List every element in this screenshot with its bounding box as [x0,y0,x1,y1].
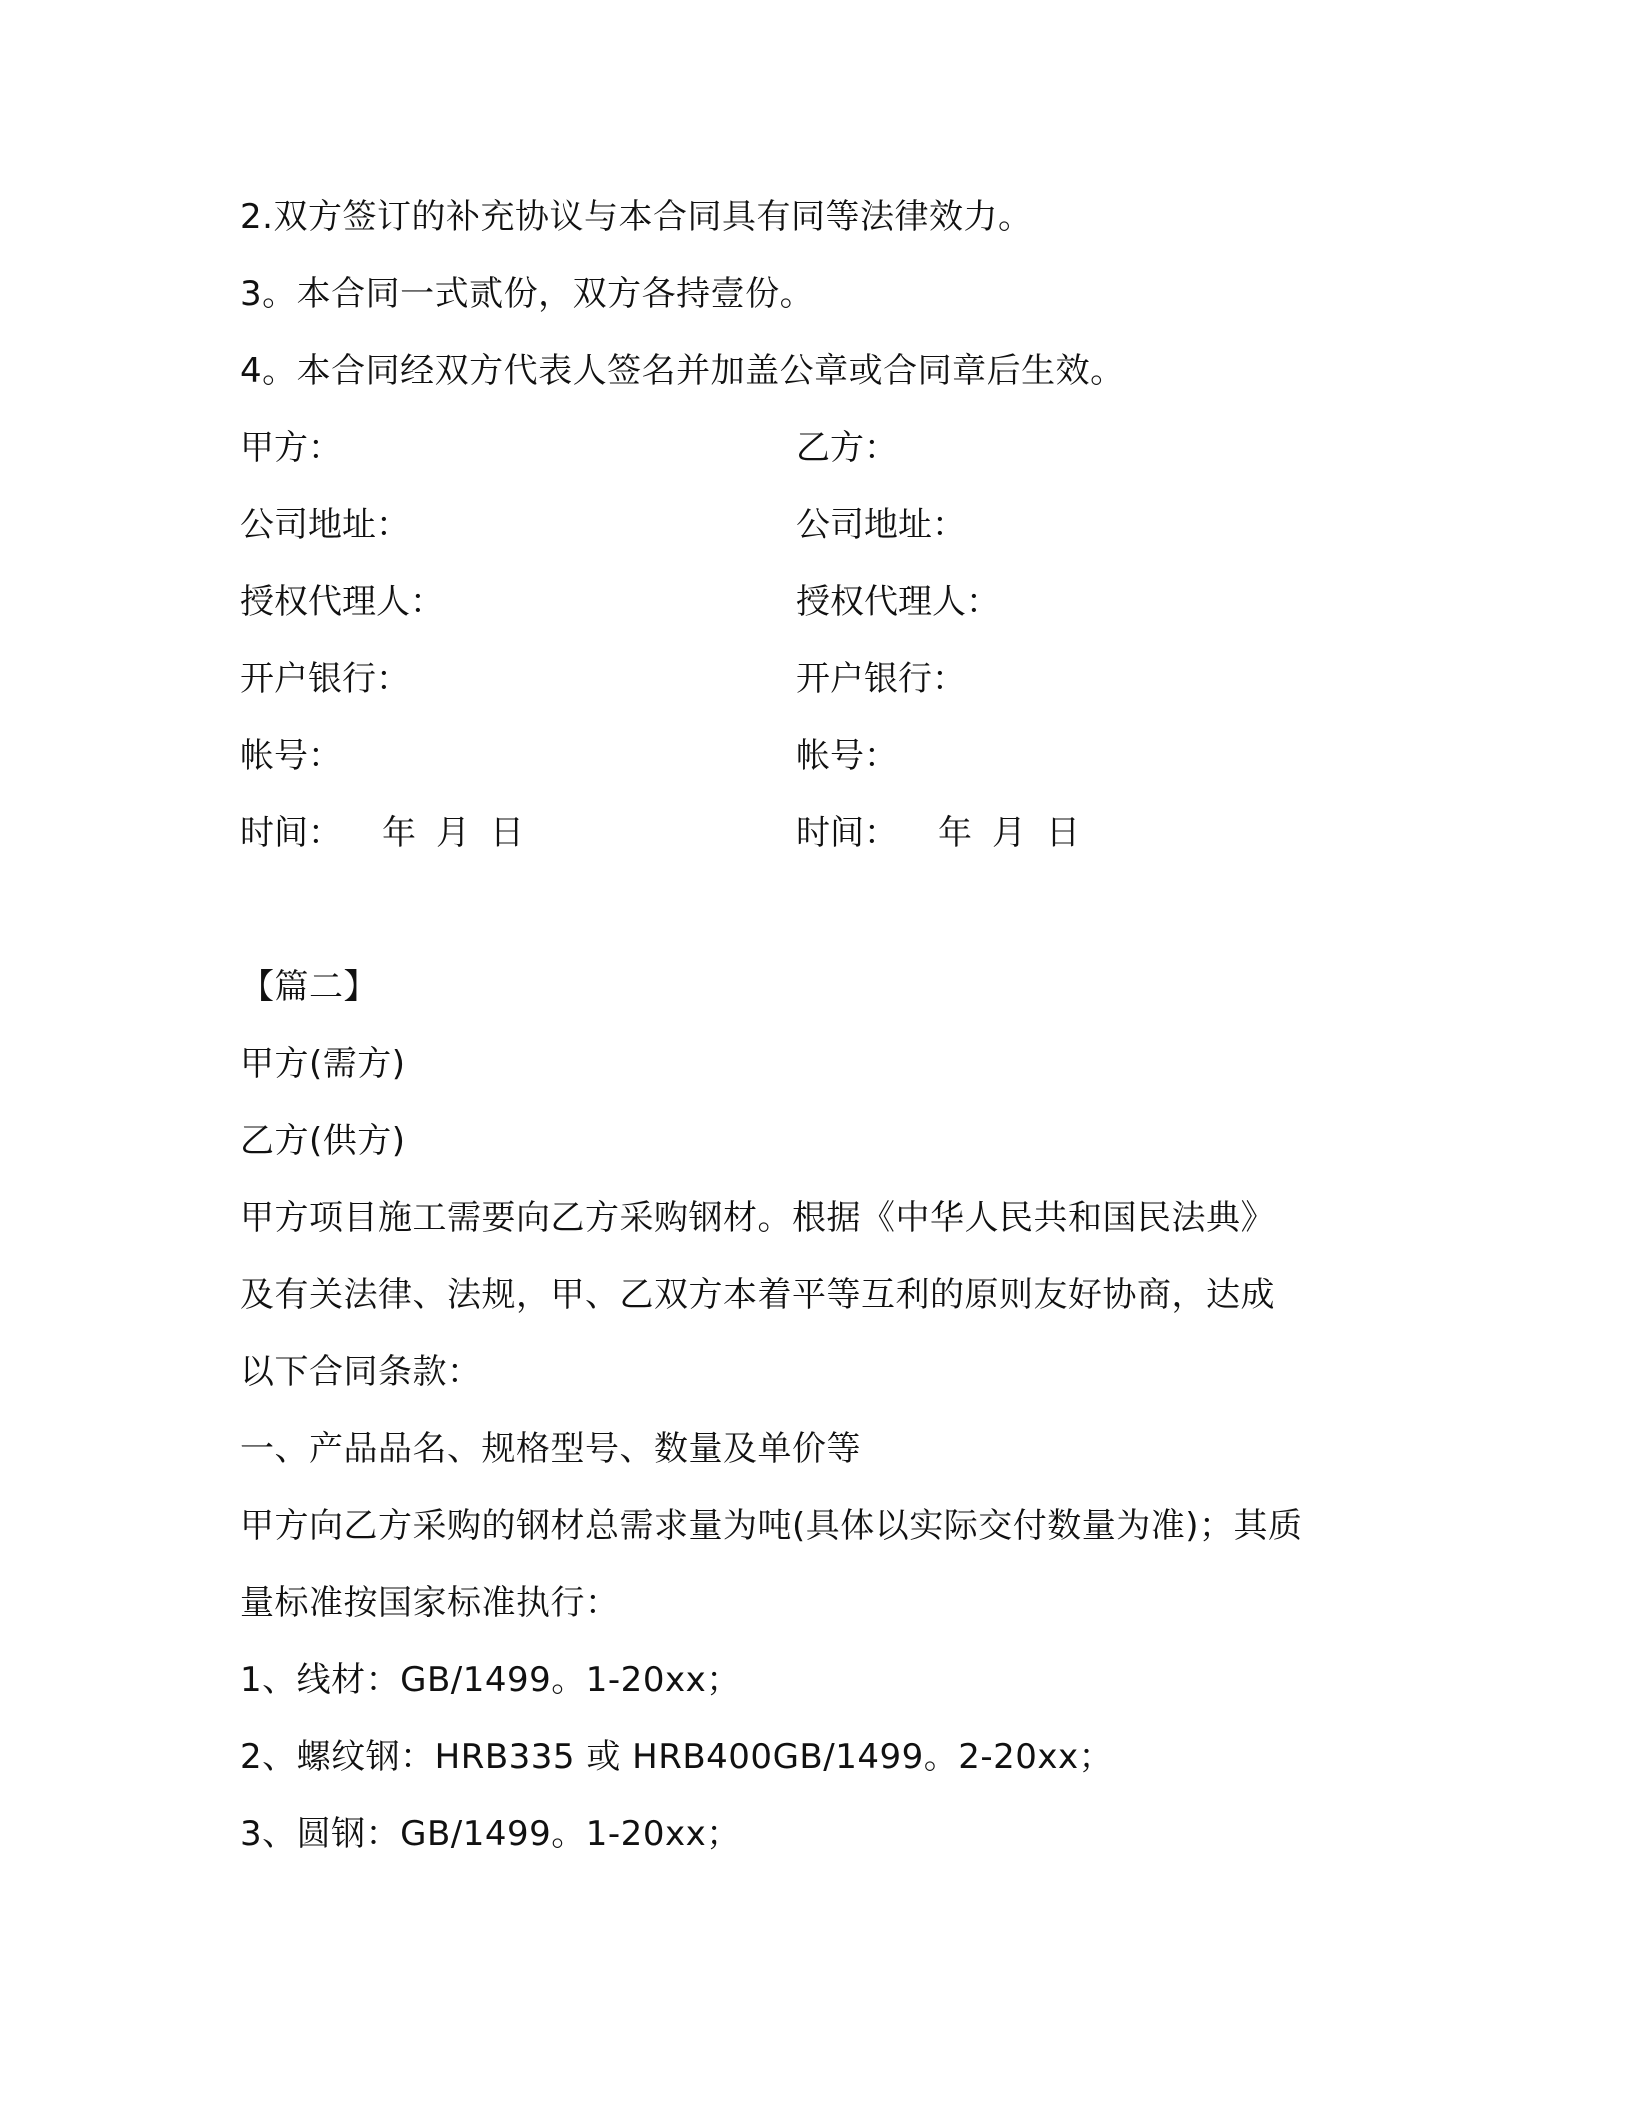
item-round-steel: 3、圆钢：GB/1499。1-20xx； [240,1814,741,1854]
party-a-year: 年 [382,813,416,853]
intro-line-2: 及有关法律、法规，甲、乙双方本着平等互利的原则友好协商，达成 [240,1275,1275,1315]
party-a-day: 日 [490,813,524,853]
party-b-day: 日 [1046,813,1080,853]
party-a-bank-label: 开户银行： [240,659,410,699]
party-a-role: 甲方(需方) [240,1044,406,1084]
clause-2: 2.双方签订的补充协议与本合同具有同等法律效力。 [240,197,1033,237]
heading-products: 一、产品品名、规格型号、数量及单价等 [240,1429,861,1469]
party-a-month: 月 [436,813,470,853]
party-b-month: 月 [992,813,1026,853]
party-a-time-label: 时间： [240,813,342,853]
party-b-date [796,813,1080,853]
item-wire-rod: 1、线材：GB/1499。1-20xx； [240,1660,741,1700]
party-b-bank-label: 开户银行： [796,659,966,699]
party-b-year: 年 [938,813,972,853]
party-b-account-label: 帐号： [796,736,898,776]
signature-row-party [240,428,1440,468]
party-a-date [240,813,524,853]
party-b-time-label: 时间： [796,813,898,853]
clause-3: 3。本合同一式贰份，双方各持壹份。 [240,274,815,314]
signature-row-address [240,505,1440,545]
party-b-role: 乙方(供方) [240,1121,406,1161]
party-a-address-label: 公司地址： [240,505,410,545]
section-title: 【篇二】 [240,967,378,1007]
clause-4: 4。本合同经双方代表人签名并加盖公章或合同章后生效。 [240,351,1125,391]
party-a-label: 甲方： [240,428,342,468]
intro-line-3: 以下合同条款： [240,1352,482,1392]
para-line-2: 量标准按国家标准执行： [240,1583,620,1623]
signature-row-bank [240,659,1440,699]
party-b-label: 乙方： [796,428,898,468]
party-b-address-label: 公司地址： [796,505,966,545]
signature-row-time [240,813,1440,853]
item-rebar: 2、螺纹钢：HRB335 或 HRB400GB/1499。2-20xx； [240,1737,1114,1777]
intro-line-1: 甲方项目施工需要向乙方采购钢材。根据《中华人民共和国民法典》 [240,1198,1275,1238]
signature-row-agent [240,582,1440,622]
signature-row-account [240,736,1440,776]
party-a-account-label: 帐号： [240,736,342,776]
party-a-agent-label: 授权代理人： [240,582,444,622]
para-line-1: 甲方向乙方采购的钢材总需求量为吨(具体以实际交付数量为准)；其质 [240,1506,1303,1546]
party-b-agent-label: 授权代理人： [796,582,1000,622]
